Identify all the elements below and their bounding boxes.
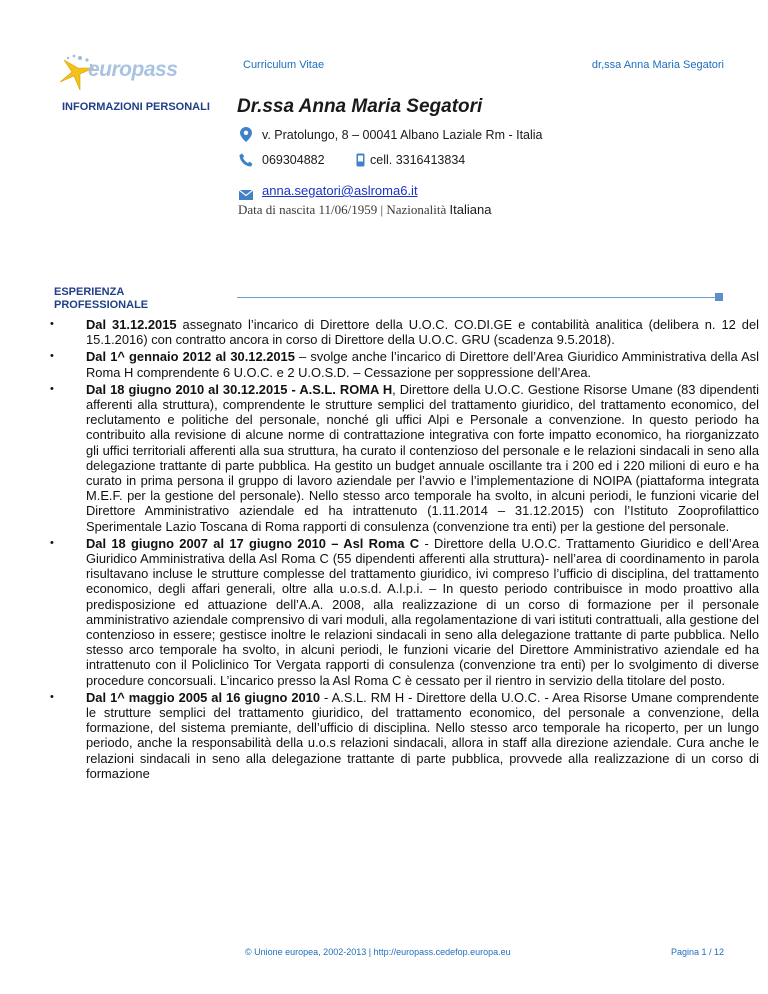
- nationality-label: Nazionalità: [386, 202, 447, 217]
- phone-number: 069304882: [262, 153, 325, 167]
- separator: |: [380, 202, 384, 217]
- europass-logo-text: europass: [88, 58, 178, 81]
- experience-item: [86, 349, 759, 379]
- experience-list: [50, 317, 759, 783]
- location-icon: [240, 127, 252, 147]
- birth-date: 11/06/1959: [318, 202, 378, 217]
- experience-item-text: , Direttore della U.O.C. Gestione Risorse Umane (83 dipendenti afferenti alla struttura), comprendente le strutture semplici del trattamento giuridico, del trattamento economico, del reclutamento e politiche del personale, nonché gli uffici Alpi e Personale a convenzione. In questo periodo ha contribuito alla revisione di alcune norme di contrattazione integrativa con forte impatto economico, ha riorganizzato gli uffici territoriali afferenti alla sua struttura, ha curato il contenzioso del personale e le relazioni sindacali in seno alla delegazione trattante di parte pubblica. Ha gestito un budget annuale oscillante tra i 200 ed i 220 milioni di euro e ha curato in prima persona il gruppo di lavoro aziendale per l’avvio e l’implementazione di NOIPA (piattaforma integrata M.E.F. per la gestione del personale). Nello stesso arco temporale ha svolto, in alcuni periodi, le funzioni vicarie del Direttore Amministrativo aziendale ed ha intrattenuto (1.11.2014 – 31.12.2015) con l’Istituto Zooprofilattico Sperimentale Lazio Toscana di Roma rapporti di consulenza (convenzione tra enti) per la gestione del personale.: [86, 381, 759, 534]
- birth-label: Data di nascita: [238, 202, 316, 217]
- section-divider-marker: [715, 293, 723, 301]
- experience-item-text: - A.S.L. RM H - Direttore della U.O.C. - Area Risorse Umane comprendente le strutture semplici del trattamento giuridico, del trattamento economico, del personale a convenzione, della formazione, del sistema premiante, dell’ufficio di disciplina. Nello stesso arco temporale ha ricoperto, per un lungo periodo, anche la responsabilità della u.o.s relazioni sindacali, allora in staff alla direzione aziendale. Cura anche le relazioni sindacali in seno alla delegazione trattante di parte pubblica, provvede alla realizzazione di un corso di formazione: [86, 689, 760, 781]
- mobile-icon: [356, 153, 365, 172]
- section-divider: [237, 297, 717, 298]
- experience-item-lead: Dal 31.12.2015: [86, 317, 177, 332]
- author-header: dr,ssa Anna Maria Segatori: [591, 59, 724, 71]
- experience-item-lead: Dal 18 giugno 2010 al 30.12.2015 - A.S.L. ROMA H: [86, 381, 393, 397]
- experience-item: [86, 317, 759, 347]
- phone-icon: [239, 153, 253, 172]
- experience-item: [86, 690, 759, 781]
- section-label-experience-line-1: ESPERIENZA: [54, 286, 125, 298]
- mobile-number: cell. 3316413834: [370, 153, 466, 167]
- section-label-personal: INFORMAZIONI PERSONALI: [62, 101, 210, 113]
- person-name: Dr.ssa Anna Maria Segatori: [237, 96, 483, 117]
- experience-item: [86, 382, 759, 534]
- address: v. Pratolungo, 8 – 00041 Albano Laziale Rm - Italia: [262, 128, 543, 142]
- europass-logo: [50, 52, 180, 92]
- nationality-value: Italiana: [449, 202, 492, 217]
- experience-item: [86, 536, 759, 688]
- experience-item-text: assegnato l’incarico di Direttore della U.O.C. CO.DI.GE e contabilità analitica (delibera n. 12 del 15.1.2016) con contratto ancora in corso di Direttore della U.O.C. GRU (scadenza 9.5.2018).: [86, 317, 759, 348]
- email-link[interactable]: anna.segatori@aslroma6.it: [262, 183, 418, 198]
- experience-item-lead: Dal 1^ gennaio 2012 al 30.12.2015: [86, 349, 295, 365]
- doc-title: Curriculum Vitae: [243, 59, 325, 71]
- experience-item-lead: Dal 18 giugno 2007 al 17 giugno 2010 – Asl Roma C: [86, 535, 420, 551]
- section-label-experience-line-2: PROFESSIONALE: [54, 299, 149, 311]
- footer-copyright: © Unione europea, 2002-2013 | http://europass.cedefop.europa.eu: [245, 947, 511, 957]
- section-label-experience: [54, 286, 148, 312]
- birth-nationality-line: [238, 202, 491, 218]
- experience-item-text: – svolge anche l’incarico di Direttore dell’Area Giuridico Amministrativa della Asl Roma H comprendente 6 U.O.C. e 2 U.O.S.D. – Cessazione per soppressione dell’Area.: [86, 349, 759, 380]
- footer-page-number: Pagina 1 / 12: [670, 947, 724, 957]
- experience-item-text: - Direttore della U.O.C. Trattamento Giuridico e dell’Area Giuridico Amministrativa della Asl Roma C (55 dipendenti afferenti alla struttura)- nell’area di coordinamento in parola risultavano incluse le strutture complesse del trattamento giuridico, ivi compreso l’ufficio di disciplina, del trattamento economico, degli affari generali, oltre alla u.o.s.d. A.l.p.i. – In questo periodo contribuisce in modo proattivo alla predisposizione ed attuazione dell’A.A. 2008, alla realizzazione di un corso di formazione per il personale amministrativo aziendale comprensivo di vari moduli, alla regolamentazione di vari istituti contrattuali, alla gestione del contenzioso in essere; gestisce inoltre le relazioni sindacali in seno alla delegazione trattante di parte pubblica. Nello stesso arco temporale ha svolto, in alcuni periodi, le funzioni vicarie del Direttore Amministrativo aziendale ed ha intrattenuto con il Policlinico Tor Vergata rapporti di consulenza (convenzione tra enti) per lo svolgimento di diverse procedure concorsuali. L’incarico presso la Asl Roma C è cessato per il rientro in servizio della titolare del posto.: [86, 535, 759, 688]
- experience-item-lead: Dal 1^ maggio 2005 al 16 giugno 2010: [86, 689, 321, 705]
